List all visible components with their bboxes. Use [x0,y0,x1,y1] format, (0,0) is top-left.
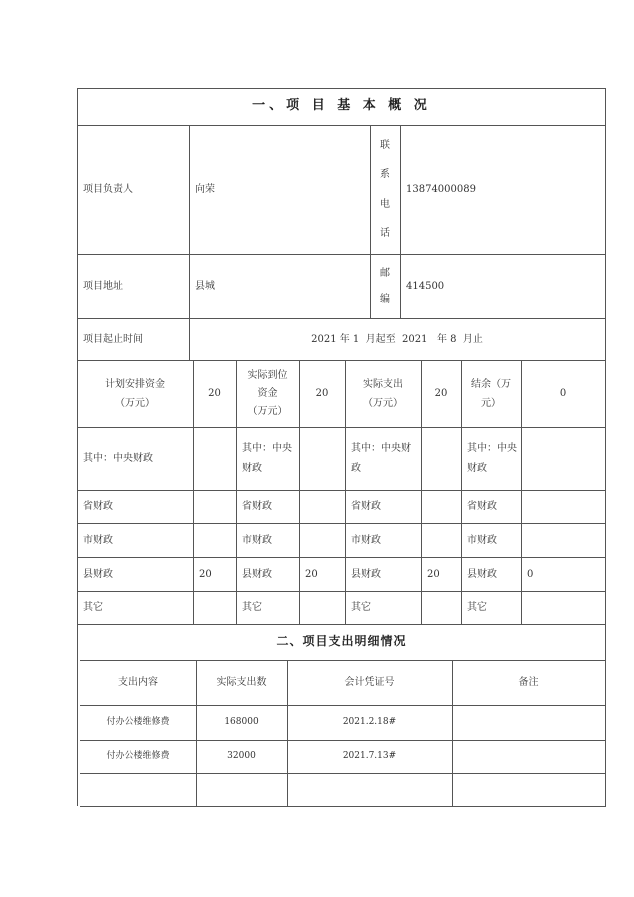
breakdown-label: 其它 [467,602,487,613]
breakdown-value [521,490,605,523]
breakdown-label: 其它 [83,602,103,613]
planned-label-line: （万元） [115,397,155,409]
postcode-label-char: 编 [380,293,390,305]
detail-cell [287,773,452,806]
leader-value: 向荣 [195,184,215,195]
detail-header: 会计凭证号 [344,677,395,688]
postcode-value: 414500 [406,280,445,292]
breakdown-label: 县财政 [351,568,381,580]
breakdown-label: 市财政 [467,534,497,546]
breakdown-label: 省财政 [467,501,497,512]
detail-cell [80,773,196,806]
breakdown-label [345,427,421,490]
balance-label [461,360,521,427]
breakdown-value [299,523,345,557]
breakdown-value: 20 [305,568,318,580]
breakdown-label-line: 政 [351,462,361,474]
detail-cell: 32000 [227,750,256,761]
address-value: 县城 [195,280,215,292]
breakdown-label: 县财政 [467,568,497,580]
planned-funds-value: 20 [208,388,221,399]
breakdown-value [421,591,461,624]
detail-cell [452,740,605,773]
breakdown-label: 省财政 [351,501,381,512]
section1-title: 一、项 目 基 本 概 况 [252,98,431,114]
breakdown-value [521,591,605,624]
phone-label-char: 联 [380,140,390,152]
period-label: 项目起止时间 [83,333,143,345]
breakdown-label-line: 其中：中央 [242,442,292,454]
breakdown-value [299,591,345,624]
breakdown-value [299,427,345,490]
breakdown-label: 市财政 [351,534,381,546]
breakdown-value [193,523,236,557]
detail-cell: 168000 [224,716,259,727]
received-label-line: （万元） [247,406,288,417]
leader-label: 项目负责人 [83,184,133,195]
balance-value: 0 [559,388,567,399]
address-label: 项目地址 [83,280,123,292]
postcode-label-char: 邮 [380,267,390,279]
phone-label-char: 话 [380,227,390,239]
spent-funds-label [345,360,421,427]
breakdown-label-line: 财政 [242,462,262,474]
breakdown-value [521,523,605,557]
detail-cell [452,705,605,740]
breakdown-label: 县财政 [242,568,272,580]
detail-cell [452,773,605,806]
breakdown-value [421,427,461,490]
breakdown-label: 省财政 [83,501,113,512]
breakdown-value [193,427,236,490]
breakdown-label: 市财政 [242,534,272,546]
phone-value: 13874000089 [406,184,476,195]
balance-label-line: 元） [481,397,501,409]
spent-label-line: （万元） [363,397,403,409]
breakdown-label [461,427,521,490]
breakdown-label-line: 其中：中央 [467,442,517,454]
breakdown-value [193,591,236,624]
breakdown-label: 市财政 [83,534,113,546]
phone-label [370,125,400,254]
breakdown-label-line: 财政 [467,462,487,474]
spent-label-line: 实际支出 [363,378,403,390]
section2-title: 二、项目支出明细情况 [276,634,407,649]
detail-cell: 2021.2.18# [342,716,397,727]
breakdown-value [421,523,461,557]
spent-funds-value: 20 [434,388,448,399]
received-funds-label [236,360,299,427]
planned-label-line: 计划安排资金 [105,378,165,390]
breakdown-value: 20 [199,568,212,580]
breakdown-value [299,490,345,523]
detail-cell: 付办公楼维修费 [106,716,170,727]
received-label-line: 实际到位 [247,370,288,381]
breakdown-value: 0 [527,568,534,580]
period-value: 2021 年 1 月起至 2021 年 8 月止 [311,333,483,345]
breakdown-value [521,427,605,490]
breakdown-label: 其中：中央财政 [83,453,153,464]
planned-funds-label [77,360,193,427]
breakdown-label-line: 其中：中央财 [351,442,411,454]
breakdown-value: 20 [427,568,440,580]
received-funds-value: 20 [315,388,329,399]
breakdown-label: 其它 [242,602,262,613]
postcode-label [370,254,400,318]
breakdown-label [236,427,299,490]
detail-header: 支出内容 [118,677,158,688]
breakdown-label: 省财政 [242,501,272,512]
breakdown-value [193,490,236,523]
phone-label-char: 电 [380,198,390,210]
detail-header: 实际支出数 [216,677,267,688]
breakdown-label: 县财政 [83,568,113,580]
detail-cell [196,773,287,806]
detail-cell: 2021.7.13# [342,750,397,761]
breakdown-label: 其它 [351,602,371,613]
balance-label-line: 结余（万 [471,378,511,390]
detail-cell: 付办公楼维修费 [106,750,170,761]
phone-label-char: 系 [380,169,390,181]
detail-header: 备注 [518,677,539,688]
breakdown-value [421,490,461,523]
received-label-line: 资金 [257,388,278,399]
